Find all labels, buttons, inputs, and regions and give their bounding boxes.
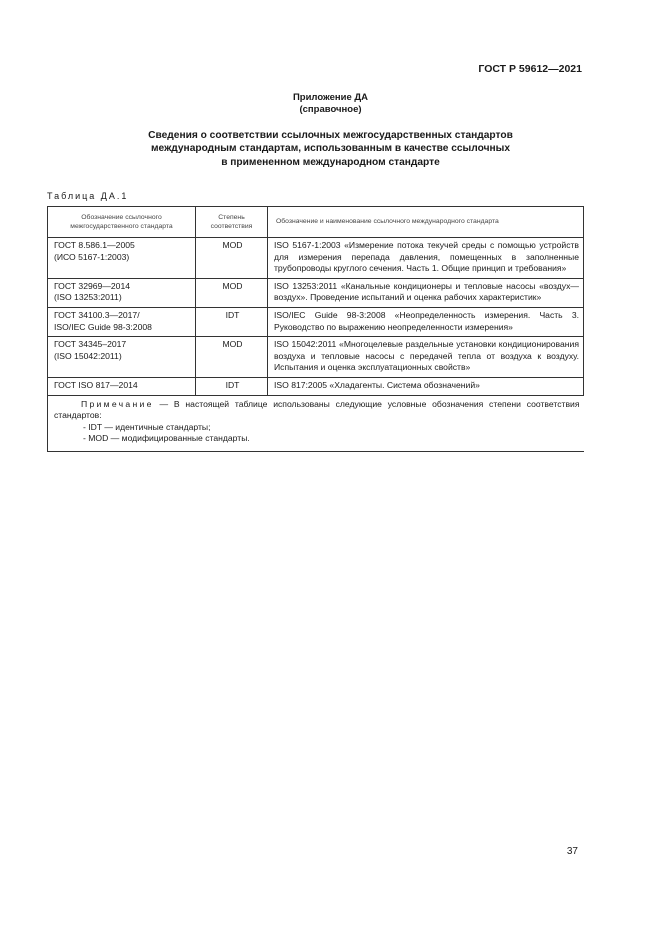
- annex-header: [0, 92, 661, 116]
- cell-intl: ISO 817:2005 «Хладагенты. Система обозначений»: [268, 377, 584, 395]
- note-item: - IDT — идентичные стандарты;: [83, 421, 211, 432]
- cell-standard: [48, 238, 196, 279]
- standard-line: (ISO 15042:2011): [54, 350, 122, 361]
- note-indent: [54, 399, 81, 409]
- annex-heading: [0, 129, 661, 169]
- table-row: [48, 307, 584, 336]
- cell-degree: IDT: [196, 307, 268, 336]
- document-code: ГОСТ Р 59612—2021: [478, 63, 582, 75]
- standard-line: (ИСО 5167-1:2003): [54, 251, 130, 262]
- standard-line: ГОСТ 34345–2017: [54, 339, 127, 350]
- cell-standard: [48, 278, 196, 307]
- annex-heading-line: Сведения о соответствии ссылочных межгосударственных стандартов: [148, 130, 513, 141]
- table-row: [48, 337, 584, 378]
- page-number: 37: [566, 846, 578, 857]
- standard-line: ISO/IEC Guide 98-3:2008: [54, 321, 152, 332]
- cell-standard: [48, 307, 196, 336]
- cell-standard: [48, 377, 196, 395]
- cell-degree: MOD: [196, 337, 268, 378]
- table-caption: Таблица ДА.1: [47, 191, 129, 201]
- note-text: — В настоящей таблице использованы следующие условные обозначения степени соответствия стандартов:: [54, 398, 580, 421]
- column-header-standard: Обозначение ссылочного межгосударственного стандарта: [48, 207, 196, 238]
- cell-degree: MOD: [196, 238, 268, 279]
- standard-line: ГОСТ ISO 817—2014: [54, 379, 138, 390]
- correspondence-table: [47, 206, 584, 452]
- standard-line: (ISO 13253:2011): [54, 292, 122, 303]
- standard-line: ГОСТ 34100.3—2017/: [54, 309, 140, 320]
- column-header-intl: Обозначение и наименование ссылочного международного стандарта: [268, 207, 584, 238]
- table-note-row: [48, 395, 584, 451]
- cell-intl: ISO 15042:2011 «Многоцелевые раздельные установки кондиционирования воздуха и тепловые насосы с передачей тепла от воздуха к воздуху. Испытания и оценка эксплуатационных свойств»: [268, 337, 584, 378]
- standard-line: ГОСТ 32969—2014: [54, 280, 131, 291]
- table-row: [48, 377, 584, 395]
- table-row: [48, 278, 584, 307]
- note-item: - MOD — модифицированные стандарты.: [83, 433, 250, 444]
- note-label: Примечание: [81, 398, 154, 409]
- annex-heading-line: международным стандартам, использованным в качестве ссылочных: [151, 143, 510, 155]
- table-row: [48, 238, 584, 279]
- annex-heading-line: в примененном международном стандарте: [221, 156, 440, 168]
- cell-degree: MOD: [196, 278, 268, 307]
- cell-degree: IDT: [196, 377, 268, 395]
- table-note: [48, 395, 584, 451]
- annex-subtitle: (справочное): [299, 104, 362, 115]
- annex-title: Приложение ДА: [292, 92, 369, 103]
- cell-standard: [48, 337, 196, 378]
- table-header-row: [48, 207, 584, 238]
- cell-intl: ISO 5167-1:2003 «Измерение потока текучей среды с помощью устройств для измерения перепада давления, помещенных в заполненные трубопроводы круглого сечения. Часть 1. Общие принцип и требования»: [268, 238, 584, 279]
- cell-intl: ISO 13253:2011 «Канальные кондиционеры и тепловые насосы «воздух—воздух». Проведение испытаний и оценка рабочих характеристик»: [268, 278, 584, 307]
- standard-line: ГОСТ 8.586.1—2005: [54, 240, 135, 250]
- column-header-degree: Степень соответствия: [196, 207, 268, 238]
- cell-intl: ISO/IEC Guide 98-3:2008 «Неопределенность измерения. Часть 3. Руководство по выражению неопределенности измерения»: [268, 307, 584, 336]
